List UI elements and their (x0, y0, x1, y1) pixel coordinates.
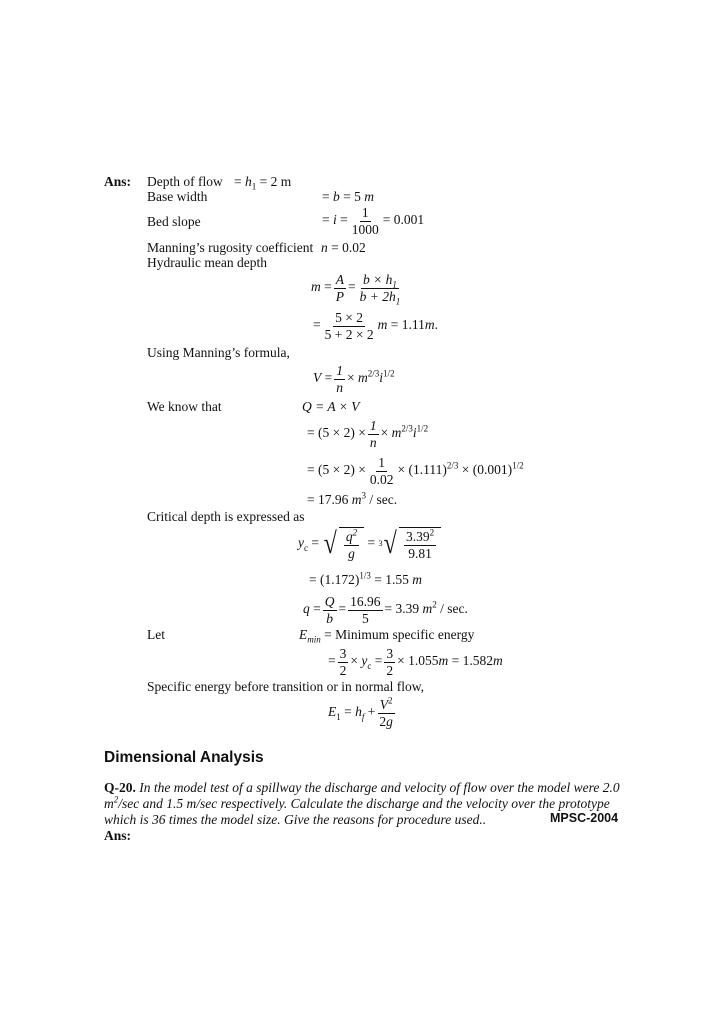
discharge-result: = 17.96 $m^3$ / sec. (307, 490, 398, 507)
question-number: Q-20. (104, 780, 136, 795)
manning-value: n = 0.02 (321, 240, 366, 255)
critical-label: Critical depth is expressed as (147, 509, 305, 524)
hmd-label: Hydraulic mean depth (147, 255, 267, 270)
base-value: = b = 5 m (322, 189, 374, 204)
critical-depth-eq: $y_c$ = √ $\frac{q^2}{g}$ = 3 √ $\frac{3.39^2}{9.81}$ (298, 527, 441, 561)
depth-value: = $h_1 = 2$ m (234, 174, 292, 192)
critical-depth-result: = $(1.172)^{1/3} = 1.55$ m (309, 570, 422, 587)
discharge-eq: Q = A × V (302, 399, 360, 414)
we-know-label: We know that (147, 399, 222, 414)
using-manning-label: Using Manning’s formula, (147, 345, 290, 360)
question-20 (104, 780, 624, 828)
bed-slope-num: 1 (361, 205, 369, 220)
section-title: Dimensional Analysis (104, 749, 264, 766)
unit-discharge-eq: q = $\frac{Q}{b}$ = $\frac{16.96}{5}$ = 3.39 $m^2$ / sec. (303, 594, 468, 626)
manning-formula: V = $\frac{1}{n}$ × $m^{2/3}i^{1/2}$ (313, 363, 395, 395)
question-source: MPSC-2004 (550, 811, 619, 825)
answer-label-2: Ans: (104, 828, 132, 843)
answer-label: Ans: (104, 174, 132, 189)
let-label: Let (147, 627, 165, 642)
discharge-step-2: = (5 × 2) × $\frac{1}{0.02}$ × $(1.111)^{2/3} \times (0.001)^{1/2}$ (307, 455, 524, 487)
specific-energy-eq: $E_1 = h_f$ + $\frac{V^2}{2g}$ (328, 695, 393, 729)
base-label: Base width (147, 189, 208, 204)
hmd-result: = $\frac{5 \times 2}{5 + 2 \times 2}$ m = 1.11m. (313, 310, 438, 342)
manning-label: Manning’s rugosity coefficient (147, 240, 314, 255)
emin-calculation: = $\frac{3}{2}$ × $y_c$ = $\frac{3}{2}$ × 1.055m = 1.582m (328, 646, 503, 678)
hmd-equation: m = $\frac{A}{P}$ = $\frac{b \times h_1}{b + 2h_1}$ (311, 272, 401, 307)
discharge-step-1: = (5 × 2) × $\frac{1}{n}$ × $m^{2/3}i^{1/2}$ (307, 418, 429, 450)
bed-slope-den: 1000 (351, 221, 379, 237)
question-text: In the model test of a spillway the discharge and velocity of flow over the model were 2.0 $m^2/\sec$ and 1.5 m/sec respectively. Calculate the discharge and the velocity over the prototype which is 36 times the model size. Give the reasons for procedure used.. (104, 780, 620, 827)
emin-definition: $E_{min}$ = Minimum specific energy (299, 627, 475, 645)
bed-slope-equation: = i = $\frac{1}{1000}$ = 0.001 (322, 205, 425, 237)
specific-energy-label: Specific energy before transition or in normal flow, (147, 679, 425, 694)
depth-label: Depth of flow (147, 174, 223, 189)
bed-slope-label: Bed slope (147, 214, 201, 229)
